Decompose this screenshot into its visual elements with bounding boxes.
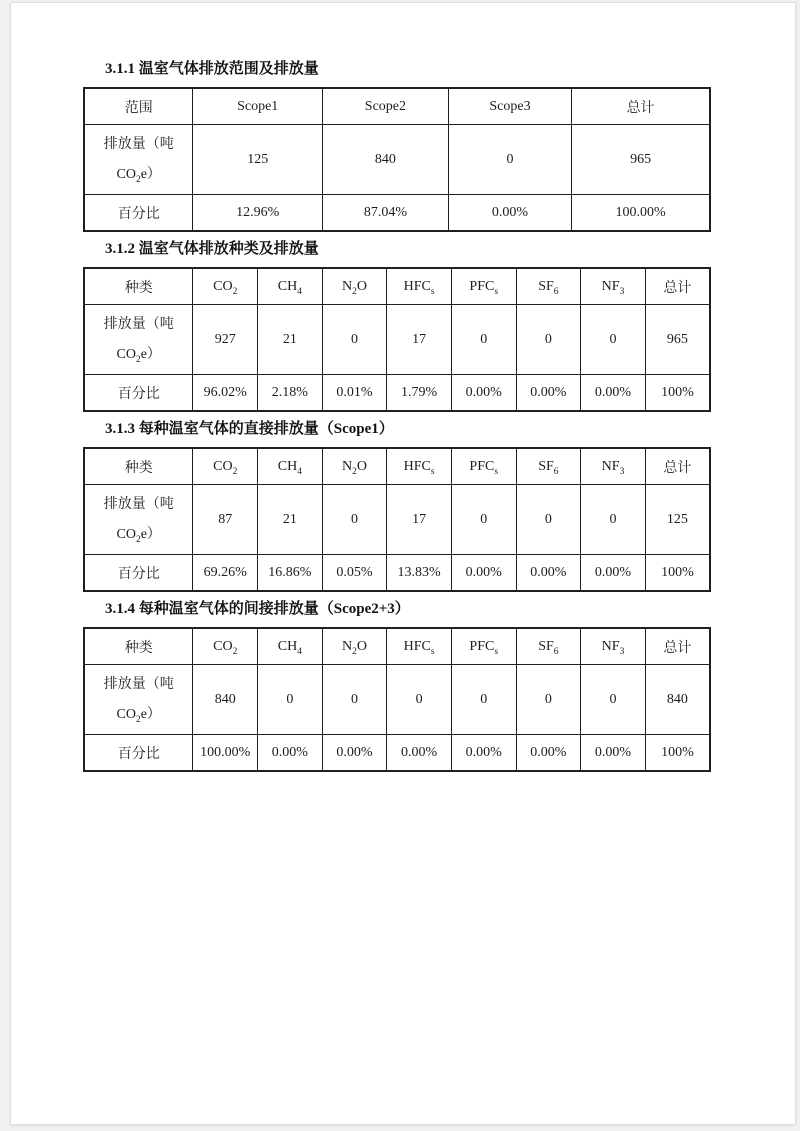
value-cell: 840 bbox=[323, 125, 449, 195]
table-row bbox=[84, 125, 710, 195]
value-cell: 0.00% bbox=[516, 555, 581, 592]
row-label: 百分比 bbox=[84, 195, 193, 232]
value-cell: 0 bbox=[516, 485, 581, 555]
value-cell: 100% bbox=[645, 555, 710, 592]
value-cell: 965 bbox=[645, 305, 710, 375]
column-header: $SF_6$ bbox=[516, 628, 581, 665]
column-header: Scope1 bbox=[193, 88, 323, 125]
column-header: 种类 bbox=[84, 448, 193, 485]
value-cell: 13.83% bbox=[387, 555, 452, 592]
value-cell: 840 bbox=[193, 665, 258, 735]
table-row bbox=[84, 195, 710, 232]
row-label: 排放量（吨 $CO_2e$） bbox=[84, 125, 193, 195]
value-cell: 965 bbox=[572, 125, 710, 195]
column-header: $N_2O$ bbox=[322, 448, 387, 485]
column-header: $NF_3$ bbox=[581, 628, 646, 665]
value-cell: 0.00% bbox=[581, 555, 646, 592]
column-header: $PFC_s$ bbox=[451, 448, 516, 485]
value-cell: 69.26% bbox=[193, 555, 258, 592]
value-cell: 125 bbox=[193, 125, 323, 195]
report-section-3.1.4 bbox=[83, 599, 795, 772]
table-row bbox=[84, 735, 710, 772]
value-cell: 12.96% bbox=[193, 195, 323, 232]
value-cell: 0 bbox=[581, 485, 646, 555]
value-cell: 0.00% bbox=[387, 735, 452, 772]
table-header-row bbox=[84, 268, 710, 305]
document-page bbox=[10, 2, 796, 1125]
section-title: 3.1.2 温室气体排放种类及排放量 bbox=[105, 241, 319, 257]
table-row bbox=[84, 665, 710, 735]
report-section-3.1.1 bbox=[83, 59, 795, 232]
column-header: 总计 bbox=[645, 268, 710, 305]
column-header: $NF_3$ bbox=[581, 448, 646, 485]
table-row bbox=[84, 305, 710, 375]
emissions-table-3.1.2 bbox=[83, 267, 711, 412]
column-header: $CO_2$ bbox=[193, 448, 258, 485]
column-header: $PFC_s$ bbox=[451, 628, 516, 665]
column-header: $PFC_s$ bbox=[451, 268, 516, 305]
value-cell: 100% bbox=[645, 735, 710, 772]
column-header: $CO_2$ bbox=[193, 268, 258, 305]
table-row bbox=[84, 485, 710, 555]
value-cell: 0 bbox=[322, 665, 387, 735]
column-header: 范围 bbox=[84, 88, 193, 125]
column-header: $CO_2$ bbox=[193, 628, 258, 665]
value-cell: 0 bbox=[448, 125, 571, 195]
column-header: $HFC_s$ bbox=[387, 628, 452, 665]
value-cell: 0.05% bbox=[322, 555, 387, 592]
value-cell: 0.00% bbox=[258, 735, 323, 772]
column-header: $NF_3$ bbox=[581, 268, 646, 305]
row-label: 排放量（吨 $CO_2e$） bbox=[84, 485, 193, 555]
value-cell: 17 bbox=[387, 485, 452, 555]
value-cell: 87 bbox=[193, 485, 258, 555]
value-cell: 100% bbox=[645, 375, 710, 412]
value-cell: 0.00% bbox=[516, 735, 581, 772]
column-header: $N_2O$ bbox=[322, 268, 387, 305]
value-cell: 0.00% bbox=[451, 555, 516, 592]
column-header: 种类 bbox=[84, 628, 193, 665]
value-cell: 0.00% bbox=[451, 375, 516, 412]
column-header: 总计 bbox=[645, 448, 710, 485]
value-cell: 0 bbox=[451, 665, 516, 735]
section-title: 3.1.3 每种温室气体的直接排放量（Scope1） bbox=[105, 421, 394, 437]
value-cell: 0 bbox=[581, 665, 646, 735]
column-header: $N_2O$ bbox=[322, 628, 387, 665]
value-cell: 0 bbox=[581, 305, 646, 375]
value-cell: 0 bbox=[451, 305, 516, 375]
value-cell: 0.00% bbox=[516, 375, 581, 412]
row-label: 百分比 bbox=[84, 735, 193, 772]
emissions-table-3.1.1 bbox=[83, 87, 711, 232]
row-label: 排放量（吨 $CO_2e$） bbox=[84, 305, 193, 375]
emissions-table-3.1.3 bbox=[83, 447, 711, 592]
column-header: 种类 bbox=[84, 268, 193, 305]
column-header: Scope3 bbox=[448, 88, 571, 125]
value-cell: 16.86% bbox=[258, 555, 323, 592]
value-cell: 21 bbox=[258, 485, 323, 555]
table-header-row bbox=[84, 448, 710, 485]
column-header: $CH_4$ bbox=[258, 448, 323, 485]
column-header: $HFC_s$ bbox=[387, 268, 452, 305]
column-header: 总计 bbox=[572, 88, 710, 125]
table-row bbox=[84, 555, 710, 592]
row-label: 百分比 bbox=[84, 555, 193, 592]
value-cell: 0 bbox=[387, 665, 452, 735]
value-cell: 17 bbox=[387, 305, 452, 375]
value-cell: 0 bbox=[516, 305, 581, 375]
report-section-3.1.3 bbox=[83, 419, 795, 592]
value-cell: 0 bbox=[516, 665, 581, 735]
value-cell: 87.04% bbox=[323, 195, 449, 232]
row-label: 百分比 bbox=[84, 375, 193, 412]
value-cell: 0.00% bbox=[581, 375, 646, 412]
column-header: $SF_6$ bbox=[516, 448, 581, 485]
value-cell: 0 bbox=[322, 485, 387, 555]
value-cell: 1.79% bbox=[387, 375, 452, 412]
value-cell: 100.00% bbox=[193, 735, 258, 772]
table-row bbox=[84, 375, 710, 412]
value-cell: 100.00% bbox=[572, 195, 710, 232]
column-header: $SF_6$ bbox=[516, 268, 581, 305]
value-cell: 840 bbox=[645, 665, 710, 735]
section-title: 3.1.4 每种温室气体的间接排放量（Scope2+3） bbox=[105, 601, 410, 617]
value-cell: 125 bbox=[645, 485, 710, 555]
value-cell: 0 bbox=[451, 485, 516, 555]
row-label: 排放量（吨 $CO_2e$） bbox=[84, 665, 193, 735]
document-content bbox=[11, 3, 795, 772]
column-header: $HFC_s$ bbox=[387, 448, 452, 485]
value-cell: 0 bbox=[322, 305, 387, 375]
column-header: $CH_4$ bbox=[258, 268, 323, 305]
value-cell: 0.00% bbox=[448, 195, 571, 232]
value-cell: 96.02% bbox=[193, 375, 258, 412]
column-header: $CH_4$ bbox=[258, 628, 323, 665]
table-header-row bbox=[84, 628, 710, 665]
value-cell: 0.00% bbox=[322, 735, 387, 772]
value-cell: 2.18% bbox=[258, 375, 323, 412]
column-header: Scope2 bbox=[323, 88, 449, 125]
value-cell: 0 bbox=[258, 665, 323, 735]
emissions-table-3.1.4 bbox=[83, 627, 711, 772]
value-cell: 0.00% bbox=[451, 735, 516, 772]
table-header-row bbox=[84, 88, 710, 125]
value-cell: 21 bbox=[258, 305, 323, 375]
value-cell: 0.00% bbox=[581, 735, 646, 772]
column-header: 总计 bbox=[645, 628, 710, 665]
value-cell: 927 bbox=[193, 305, 258, 375]
value-cell: 0.01% bbox=[322, 375, 387, 412]
report-section-3.1.2 bbox=[83, 239, 795, 412]
section-title: 3.1.1 温室气体排放范围及排放量 bbox=[105, 61, 319, 77]
